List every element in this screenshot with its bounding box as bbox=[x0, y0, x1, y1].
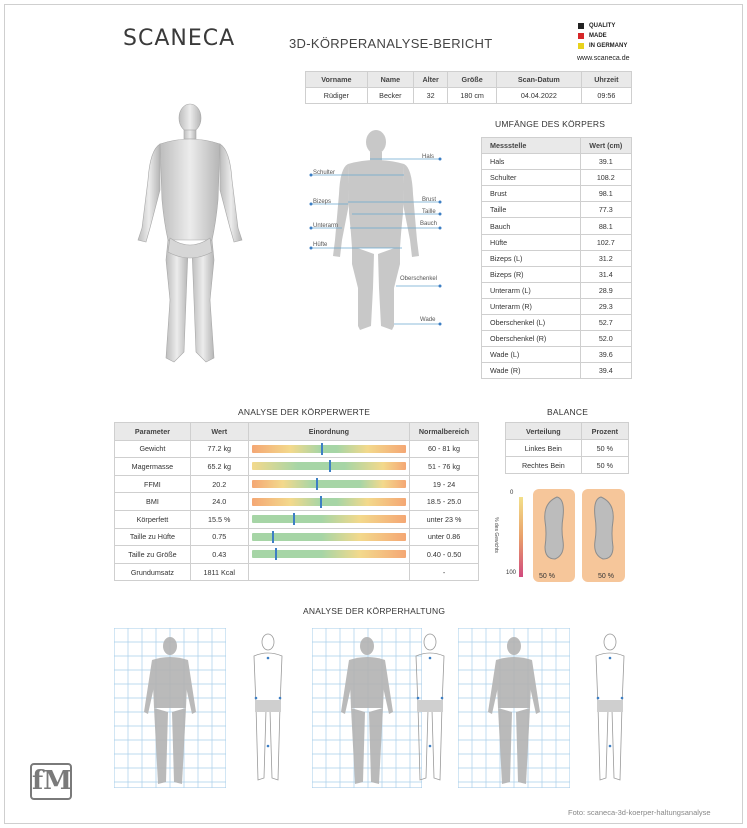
wert-cell: 29.3 bbox=[580, 298, 631, 314]
left-foot-panel bbox=[533, 489, 575, 582]
col-vorname: Vorname bbox=[306, 72, 368, 88]
einordnung-cell bbox=[248, 440, 409, 458]
person-info-table bbox=[305, 71, 632, 104]
col-parameter: Parameter bbox=[115, 423, 191, 441]
messstelle-cell: Oberschenkel (L) bbox=[482, 315, 581, 331]
messstelle-cell: Wade (R) bbox=[482, 363, 581, 379]
table-row bbox=[482, 154, 632, 170]
scale-axis-label: % des Gewichts bbox=[492, 517, 499, 553]
messstelle-cell: Hüfte bbox=[482, 234, 581, 250]
col-wert-cm: Wert (cm) bbox=[580, 138, 631, 154]
col-scan-datum: Scan-Datum bbox=[496, 72, 581, 88]
wert-cell: 52.0 bbox=[580, 331, 631, 347]
range-bar bbox=[252, 445, 406, 453]
posture-front-outline bbox=[238, 628, 298, 788]
wert-cell: 0.75 bbox=[190, 528, 248, 546]
normalbereich-cell: 19 - 24 bbox=[410, 475, 479, 493]
table-row bbox=[115, 546, 479, 564]
messstelle-cell: Unterarm (R) bbox=[482, 298, 581, 314]
badge-line-2: MADE bbox=[589, 33, 607, 39]
col-prozent: Prozent bbox=[581, 423, 628, 440]
normalbereich-cell: 51 - 76 kg bbox=[410, 458, 479, 476]
col-messstelle: Messstelle bbox=[482, 138, 581, 154]
fm-logo: fM bbox=[30, 763, 72, 800]
einordnung-cell bbox=[248, 510, 409, 528]
wert-cell: 98.1 bbox=[580, 186, 631, 202]
table-row bbox=[115, 510, 479, 528]
table-row bbox=[482, 234, 632, 250]
parameter-cell: Taille zu Hüfte bbox=[115, 528, 191, 546]
scale-bottom-label: 100 bbox=[506, 570, 517, 576]
table-row bbox=[482, 315, 632, 331]
balance-table bbox=[505, 422, 629, 474]
table-row bbox=[482, 186, 632, 202]
made-in-germany-badge bbox=[578, 21, 627, 51]
parameter-cell: Gewicht bbox=[115, 440, 191, 458]
wert-cell: 15.5 % bbox=[190, 510, 248, 528]
wert-cell: 20.2 bbox=[190, 475, 248, 493]
parameter-cell: Taille zu Größe bbox=[115, 546, 191, 564]
brand-logo: SCANECA bbox=[123, 26, 236, 51]
umfaenge-table bbox=[481, 137, 632, 379]
weight-scale-bar bbox=[519, 497, 523, 577]
range-marker bbox=[275, 548, 277, 560]
right-foot-panel bbox=[582, 489, 625, 582]
posture-back-grid bbox=[458, 628, 570, 788]
wert-cell: 39.1 bbox=[580, 154, 631, 170]
wert-cell: 39.4 bbox=[580, 363, 631, 379]
messstelle-cell: Bizeps (R) bbox=[482, 266, 581, 282]
table-row bbox=[482, 363, 632, 379]
body-3d-render bbox=[130, 100, 250, 375]
table-row bbox=[482, 218, 632, 234]
wert-cell: 31.2 bbox=[580, 250, 631, 266]
cell-groesse: 180 cm bbox=[448, 88, 497, 104]
messstelle-cell: Unterarm (L) bbox=[482, 282, 581, 298]
badge-line-3: IN GERMANY bbox=[589, 43, 628, 49]
table-row bbox=[482, 170, 632, 186]
cell-uhrzeit: 09:56 bbox=[581, 88, 631, 104]
normalbereich-cell: unter 23 % bbox=[410, 510, 479, 528]
messstelle-cell: Oberschenkel (R) bbox=[482, 331, 581, 347]
label-bizeps: Bizeps bbox=[313, 199, 332, 205]
messstelle-cell: Hals bbox=[482, 154, 581, 170]
normalbereich-cell: 18.5 - 25.0 bbox=[410, 493, 479, 511]
table-row bbox=[115, 563, 479, 581]
col-normalbereich: Normalbereich bbox=[410, 423, 479, 441]
einordnung-cell bbox=[248, 458, 409, 476]
messstelle-cell: Wade (L) bbox=[482, 347, 581, 363]
range-marker bbox=[320, 496, 322, 508]
range-marker bbox=[272, 531, 274, 543]
table-row bbox=[482, 266, 632, 282]
table-row bbox=[115, 475, 479, 493]
label-hals: Hals bbox=[422, 154, 435, 160]
label-brust: Brust bbox=[422, 197, 437, 203]
col-verteilung: Verteilung bbox=[506, 423, 582, 440]
label-wade: Wade bbox=[420, 317, 436, 323]
range-marker bbox=[321, 443, 323, 455]
messstelle-cell: Schulter bbox=[482, 170, 581, 186]
col-wert: Wert bbox=[190, 423, 248, 441]
wert-cell: 28.9 bbox=[580, 282, 631, 298]
col-einordnung: Einordnung bbox=[248, 423, 409, 441]
messstelle-cell: Bizeps (L) bbox=[482, 250, 581, 266]
normalbereich-cell: unter 0.86 bbox=[410, 528, 479, 546]
cell-name: Becker bbox=[367, 88, 413, 104]
col-groesse: Größe bbox=[448, 72, 497, 88]
right-foot-pct: 50 % bbox=[598, 573, 614, 580]
label-schulter: Schulter bbox=[313, 170, 336, 176]
normalbereich-cell: - bbox=[410, 563, 479, 581]
cell-linkes-bein: Linkes Bein bbox=[506, 440, 582, 457]
wert-cell: 88.1 bbox=[580, 218, 631, 234]
wert-cell: 39.6 bbox=[580, 347, 631, 363]
table-row bbox=[115, 440, 479, 458]
wert-cell: 1811 Kcal bbox=[190, 563, 248, 581]
range-marker bbox=[316, 478, 318, 490]
label-huefte: Hüfte bbox=[313, 242, 328, 248]
analyse-table bbox=[114, 422, 479, 581]
label-oberschenkel: Oberschenkel bbox=[400, 276, 438, 282]
website-link[interactable]: www.scaneca.de bbox=[577, 55, 630, 62]
einordnung-cell bbox=[248, 546, 409, 564]
range-marker bbox=[293, 513, 295, 525]
einordnung-cell bbox=[248, 475, 409, 493]
posture-front-grid bbox=[114, 628, 226, 788]
photo-caption: Foto: scaneca-3d-koerper-haltungsanalyse bbox=[568, 808, 711, 817]
wert-cell: 0.43 bbox=[190, 546, 248, 564]
normalbereich-cell: 0.40 - 0.50 bbox=[410, 546, 479, 564]
posture-back-outline bbox=[580, 628, 640, 788]
range-marker bbox=[329, 460, 331, 472]
badge-black-square bbox=[578, 23, 584, 29]
cell-vorname: Rüdiger bbox=[306, 88, 368, 104]
col-name: Name bbox=[367, 72, 413, 88]
wert-cell: 31.4 bbox=[580, 266, 631, 282]
label-taille: Taille bbox=[422, 209, 436, 215]
wert-cell: 102.7 bbox=[580, 234, 631, 250]
table-row bbox=[482, 202, 632, 218]
messstelle-cell: Taille bbox=[482, 202, 581, 218]
messstelle-cell: Bauch bbox=[482, 218, 581, 234]
posture-side-outline bbox=[400, 628, 460, 788]
wert-cell: 24.0 bbox=[190, 493, 248, 511]
wert-cell: 65.2 kg bbox=[190, 458, 248, 476]
table-row bbox=[482, 331, 632, 347]
scale-top-label: 0 bbox=[510, 490, 514, 496]
table-row bbox=[482, 298, 632, 314]
range-bar bbox=[252, 498, 406, 506]
table-row bbox=[115, 493, 479, 511]
balance-title: BALANCE bbox=[547, 407, 589, 417]
wert-cell: 77.2 kg bbox=[190, 440, 248, 458]
label-bauch: Bauch bbox=[420, 221, 438, 227]
parameter-cell: FFMI bbox=[115, 475, 191, 493]
messstelle-cell: Brust bbox=[482, 186, 581, 202]
range-bar bbox=[252, 480, 406, 488]
parameter-cell: Magermasse bbox=[115, 458, 191, 476]
parameter-cell: Körperfett bbox=[115, 510, 191, 528]
umfaenge-title: UMFÄNGE DES KÖRPERS bbox=[495, 119, 606, 129]
range-bar bbox=[252, 550, 406, 558]
table-row bbox=[482, 347, 632, 363]
wert-cell: 77.3 bbox=[580, 202, 631, 218]
col-uhrzeit: Uhrzeit bbox=[581, 72, 631, 88]
table-row bbox=[482, 282, 632, 298]
cell-rechtes-bein: Rechtes Bein bbox=[506, 457, 582, 474]
range-bar bbox=[252, 515, 406, 523]
einordnung-cell bbox=[248, 493, 409, 511]
cell-linkes-bein-pct: 50 % bbox=[581, 440, 628, 457]
table-row bbox=[482, 250, 632, 266]
wert-cell: 52.7 bbox=[580, 315, 631, 331]
label-unterarm: Unterarm bbox=[313, 223, 339, 229]
einordnung-cell bbox=[248, 528, 409, 546]
cell-rechtes-bein-pct: 50 % bbox=[581, 457, 628, 474]
badge-line-1: QUALITY bbox=[589, 23, 616, 29]
report-title: 3D-KÖRPERANALYSE-BERICHT bbox=[289, 36, 493, 51]
range-bar bbox=[252, 462, 406, 470]
parameter-cell: BMI bbox=[115, 493, 191, 511]
table-row bbox=[115, 458, 479, 476]
analyse-title: ANALYSE DER KÖRPERWERTE bbox=[238, 407, 371, 417]
table-row bbox=[115, 528, 479, 546]
badge-red-square bbox=[578, 33, 584, 39]
cell-scan-datum: 04.04.2022 bbox=[496, 88, 581, 104]
range-bar bbox=[252, 533, 406, 541]
einordnung-cell bbox=[248, 563, 409, 581]
left-foot-pct: 50 % bbox=[539, 573, 555, 580]
haltung-title: ANALYSE DER KÖRPERHALTUNG bbox=[303, 606, 446, 616]
badge-yellow-square bbox=[578, 43, 584, 49]
wert-cell: 108.2 bbox=[580, 170, 631, 186]
parameter-cell: Grundumsatz bbox=[115, 563, 191, 581]
right-foot-icon bbox=[582, 489, 625, 569]
normalbereich-cell: 60 - 81 kg bbox=[410, 440, 479, 458]
col-alter: Alter bbox=[413, 72, 447, 88]
cell-alter: 32 bbox=[413, 88, 447, 104]
left-foot-icon bbox=[533, 489, 575, 569]
